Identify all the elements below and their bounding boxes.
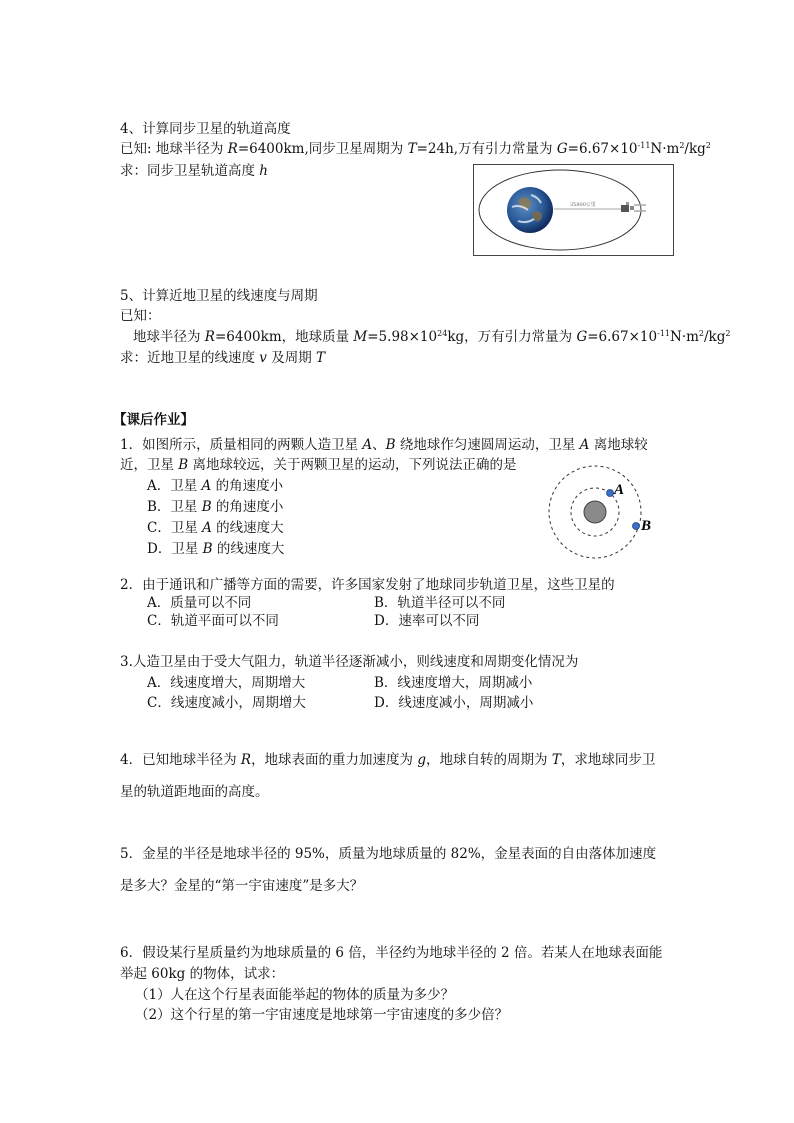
p2-option-c: C．轨道平面可以不同 xyxy=(147,613,279,629)
p4-line2: 星的轨道距地面的高度。 xyxy=(120,784,269,800)
q4-ask: 求：同步卫星轨道高度 h xyxy=(120,163,268,179)
earth-icon xyxy=(507,187,553,233)
p6-sub1: （1）人在这个行星表面能举起的物体的质量为多少？ xyxy=(135,987,455,1003)
p3-option-c: C．线速度减小，周期增大 xyxy=(147,695,306,711)
q5-title: 5、计算近地卫星的线速度与周期 xyxy=(120,288,318,304)
p3-option-b: B．线速度增大，周期减小 xyxy=(374,675,533,691)
satellite-icon xyxy=(621,205,629,212)
p1-option-d: D．卫星 B 的线速度大 xyxy=(147,541,285,557)
label-a: A xyxy=(614,482,625,498)
q5-given-label: 已知： xyxy=(120,308,161,324)
q4-given: 已知: 地球半径为 R=6400km,同步卫星周期为 T=24h,万有引力常量为 $G=6.67\times 10^{-11}N\cdot m^2/kg^2$ xyxy=(120,141,711,157)
orbit-figure xyxy=(473,164,674,256)
p1-stem-line2: 近，卫星 B 离地球较远，关于两颗卫星的运动，下列说法正确的是 xyxy=(120,457,517,473)
p2-option-b: B．轨道半径可以不同 xyxy=(374,595,506,611)
q4-title: 4、计算同步卫星的轨道高度 xyxy=(120,121,291,137)
satellite-a-icon xyxy=(607,490,614,497)
orbit-ellipse xyxy=(479,170,641,250)
earth-icon xyxy=(584,501,606,523)
p6-line2: 举起 60kg 的物体，试求： xyxy=(120,966,285,982)
p5-line1: 5．金星的半径是地球半径的 95%，质量为地球质量的 82%，金星表面的自由落体加速度 xyxy=(120,846,657,862)
p1-option-c: C．卫星 A 的线速度大 xyxy=(147,520,284,536)
homework-heading: 【课后作业】 xyxy=(113,412,194,428)
satellite-orbit-diagram xyxy=(540,462,665,567)
p1-stem-line1: 1．如图所示，质量相同的两颗人造卫星 A、B 绕地球作匀速圆周运动，卫星 A 离地球较 xyxy=(120,437,648,453)
q5-given: 地球半径为 R=6400km，地球质量 $M=5.98\times 10^{24}kg$，万有引力常量为 $G=6.67\times 10^{-11}N\cdot m^2/kg^2$ xyxy=(133,329,731,345)
label-b: B xyxy=(641,518,652,534)
p3-option-a: A．线速度增大，周期增大 xyxy=(147,675,306,691)
p5-line2: 是多大？金星的“第一宇宙速度”是多大？ xyxy=(120,878,364,894)
p3-option-d: D．线速度减小，周期减小 xyxy=(374,695,534,711)
q5-ask: 求：近地卫星的线速度 v 及周期 T xyxy=(120,350,326,366)
p1-option-b: B．卫星 B 的角速度小 xyxy=(147,499,284,515)
p2-stem: 2．由于通讯和广播等方面的需要，许多国家发射了地球同步轨道卫星，这些卫星的 xyxy=(120,577,615,593)
p1-option-a: A．卫星 A 的角速度小 xyxy=(147,478,284,494)
p2-option-a: A．质量可以不同 xyxy=(147,595,252,611)
p6-line1: 6．假设某行星质量约为地球质量的 6 倍，半径约为地球半径的 2 倍。若某人在地球表面能 xyxy=(120,945,663,961)
satellite-b-icon xyxy=(633,523,640,530)
p2-option-d: D．速率可以不同 xyxy=(374,613,480,629)
p3-stem: 3.人造卫星由于受大气阻力，轨道半径逐渐减小，则线速度和周期变化情况为 xyxy=(120,654,579,670)
distance-label: 35800公里 xyxy=(570,202,596,208)
p6-sub2: （2）这个行星的第一宇宙速度是地球第一宇宙速度的多少倍？ xyxy=(135,1007,509,1023)
p4-line1: 4．已知地球半径为 R，地球表面的重力加速度为 g，地球自转的周期为 T，求地球同步卫 xyxy=(120,752,656,768)
